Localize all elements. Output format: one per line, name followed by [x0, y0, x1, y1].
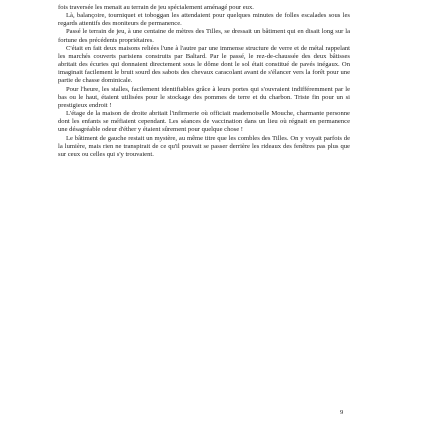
paragraph: Le bâtiment de gauche restait un mystère, au même titre que les combles des Tilles. On y voyait parfois de la lumière, mais rien ne transpirait de ce qu'il pouvait se passer derrière les rideaux des fenêtres pas plus que sur ceux ou celles qui s'y trouvaient.: [58, 134, 350, 158]
body-text: [58, 4, 350, 159]
paragraph: fois traversée les menait au terrain de jeu spécialement aménagé pour eux.: [58, 4, 254, 11]
paragraph: Passé le terrain de jeu, à une centaine de mètres des Tilles, se dressait un bâtiment qui en disait long sur la fortune des précédents propriétaires.: [58, 28, 350, 44]
paragraph: L'étage de la maison de droite abritait l'infirmerie où officiait mademoiselle Mouche, charmante personne dont les enfants se méfiaient cependant. Les séances de vaccination dans un lieu où régnait en permanence une désagréable odeur d'éther y étaient sûrement pour quelque chose !: [58, 110, 350, 134]
paragraph: Là, balançoire, tourniquet et toboggan les attendaient pour quelques minutes de folles escalades sous les regards attentifs des moniteurs de permanence.: [58, 12, 350, 28]
paragraph: Pour l'heure, les stalles, facilement identifiables grâce à leurs portes qui s'ouvraient indifféremment par le bas ou le haut, étaient utilisées pour le stockage des pommes de terre et du charbon. Triste fin pour un si prestigieux endroit !: [58, 85, 350, 109]
paragraph: C'était en fait deux maisons reliées l'une à l'autre par une immense structure de verre et de métal rappelant les marchés couverts parisiens construits par Baltard. Par le passé, le rez-de-chaussée des deux bâtisses abritait des écuries qui donnaient directement sous le dôme dont le sol était constitué de pavés inégaux. On imaginait facilement le bruit sourd des sabots des chevaux caracolant avant de s'élancer vers la forêt pour une partie de chasse dominicale.: [58, 44, 350, 85]
page-number: 9: [340, 409, 344, 416]
